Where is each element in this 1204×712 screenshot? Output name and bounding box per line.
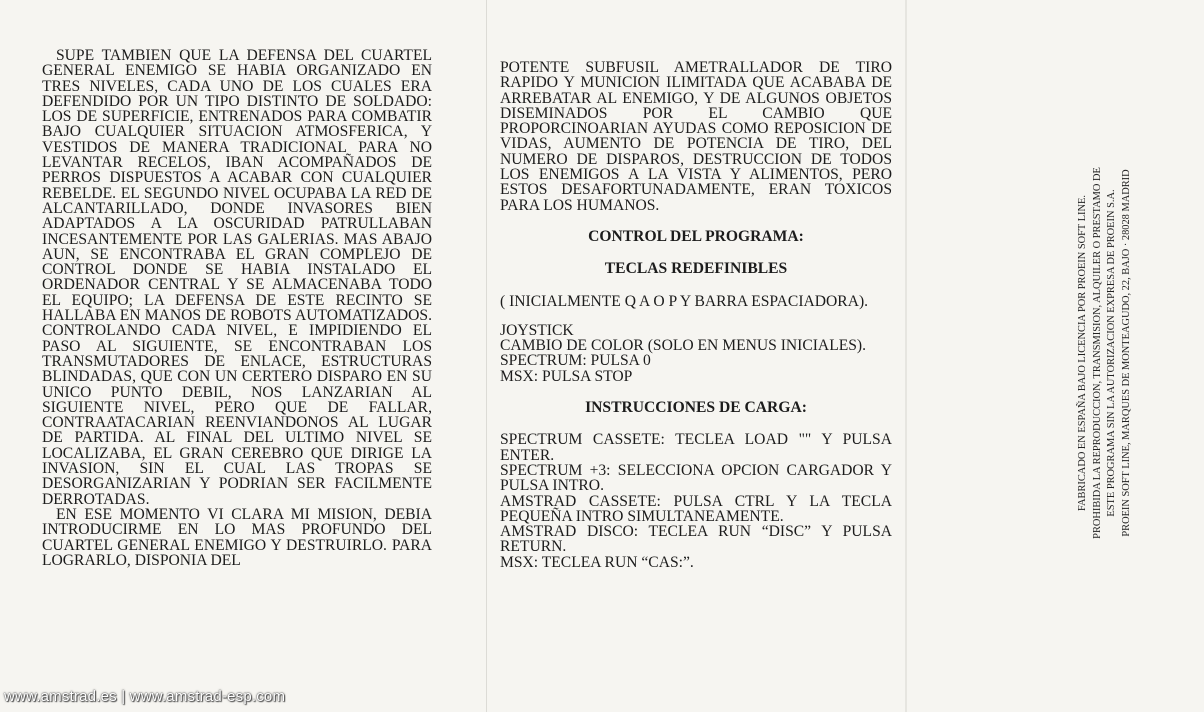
- load-msx: MSX: TECLEA RUN “CAS:”.: [500, 553, 694, 571]
- fold-line-left: [486, 0, 487, 712]
- story-paragraph-continued: POTENTE SUBFUSIL AMETRALLADOR DE TIRO RAPIDO Y MUNICION ILIMITADA QUE ACABABA DE ARREBATAR AL ENEMIGO, Y DE ALGUNOS OBJETOS DISEMINADOS POR EL CAMBIO QUE PROPORCINOARIAN AYUDAS COMO REPOSICION DE VIDAS, AUMENTO DE POTENCIA DE TIRO, DEL NUMERO DE DISPAROS, DESTRUCCION DE TODOS LOS ENEMIGOS A LA VISTA Y ALIMENTOS, PERO ESTOS DESAFORTUNADAMENTE, ERAN TOXICOS PARA LOS HUMANOS.: [500, 59, 892, 214]
- load-amstrad-disco: AMSTRAD DISCO: TECLEA RUN “DISC” Y PULSA RETURN.: [500, 523, 892, 556]
- color-change: CAMBIO DE COLOR (SOLO EN MENUS INICIALES).: [500, 337, 867, 355]
- heading-keys: TECLAS REDEFINIBLES: [604, 260, 788, 278]
- legal-notice: [1076, 158, 1134, 548]
- load-amstrad-cassette: AMSTRAD CASSETE: PULSA CTRL Y LA TECLA PEQUEÑA INTRO SIMULTANEAMENTE.: [500, 492, 892, 525]
- story-paragraph-1: SUPE TAMBIEN QUE LA DEFENSA DEL CUARTEL GENERAL ENEMIGO SE HABIA ORGANIZADO EN TRES NIVELES, CADA UNO DE LOS CUALES ERA DEFENDIDO POR UN TIPO DISTINTO DE SOLDADO: LOS DE SUPERFICIE, ENTRENADOS PARA COMBATIR BAJO CUALQUIER SITUACION ATMOSFERICA, Y VESTIDOS DE MANERA TRADICIONAL PARA NO LEVANTAR RECELOS, IBAN ACOMPAÑADOS DE PERROS DISPUESTOS A ACABAR CON CUALQUIER REBELDE. EL SEGUNDO NIVEL OCUPABA LA RED DE ALCANTARILLADO, DONDE INVASORES BIEN ADAPTADOS A LA OSCURIDAD PATRULLABAN INCESANTEMENTE POR LAS GALERIAS. MAS ABAJO AUN, SE ENCONTRABA EL GRAN COMPLEJO DE CONTROL DONDE SE HABIA INSTALADO EL ORDENADOR CENTRAL Y SE ALMACENABA TODO EL EQUIPO; LA DEFENSA DE ESTE RECINTO SE HALLABA EN MANOS DE ROBOTS AUTOMATIZADOS. CONTROLANDO CADA NIVEL, E IMPIDIENDO EL PASO AL SIGUIENTE, SE ENCONTRABAN LOS TRANSMUTADORES DE ENLACE, ESTRUCTURAS BLINDADAS, QUE CON UN CERTERO DISPARO EN SU UNICO PUNTO DEBIL, NOS LANZARIAN AL SIGUIENTE NIVEL, PERO QUE DE FALLAR, CONTRAATACARIAN REENVIANDONOS AL LUGAR DE PARTIDA. AL FINAL DEL ULTIMO NIVEL SE LOCALIZABA, EL GRAN CEREBRO QUE DIRIGE LA INVASION, SIN EL CUAL LAS TROPAS SE DESORGANIZARIAN Y PODRIAN SER FACILMENTE DERROTADAS.: [42, 47, 432, 508]
- legal-line-1: FABRICADO EN ESPAÑA BAJO LICENCIA POR PROEIN SOFT LINE.: [1077, 195, 1088, 511]
- heading-control: CONTROL DEL PROGRAMA:: [588, 227, 804, 245]
- legal-line-3: ESTE PROGRAMA SIN LA AUTORIZACION EXPRESA DE PROEIN S.A.: [1106, 189, 1117, 517]
- fold-line-right: [905, 0, 907, 712]
- heading-load: INSTRUCCIONES DE CARGA:: [585, 399, 807, 417]
- story-paragraph-2: EN ESE MOMENTO VI CLARA MI MISION, DEBIA INTRODUCIRME EN LO MAS PROFUNDO DEL CUARTEL GENERAL ENEMIGO Y DESTRUIRLO. PARA LOGRARLO, DISPONIA DEL: [42, 505, 432, 569]
- joystick-label: JOYSTICK: [500, 321, 574, 339]
- load-spectrum-cassette: SPECTRUM CASSETE: TECLEA LOAD "" Y PULSA ENTER.: [500, 431, 892, 464]
- middle-text-column: [500, 60, 892, 570]
- msx-color: MSX: PULSA STOP: [500, 367, 633, 385]
- load-spectrum-plus3: SPECTRUM +3: SELECCIONA OPCION CARGADOR Y PULSA INTRO.: [500, 461, 892, 495]
- keys-default: ( INICIALMENTE Q A O P Y BARRA ESPACIADORA).: [500, 292, 869, 310]
- legal-line-4: PROEIN SOFT LINE, MARQUES DE MONTEAGUDO, 22, BAJO · 28028 MADRID: [1120, 169, 1132, 537]
- left-text-column: [42, 48, 432, 568]
- spectrum-color: SPECTRUM: PULSA 0: [500, 352, 651, 370]
- website-watermark: www.amstrad.es | www.amstrad-esp.com: [4, 688, 286, 705]
- legal-line-2: PROHIBIDA LA REPRODUCCION, TRANSMISION, ALQUILER O PRESTAMO DE: [1091, 167, 1103, 539]
